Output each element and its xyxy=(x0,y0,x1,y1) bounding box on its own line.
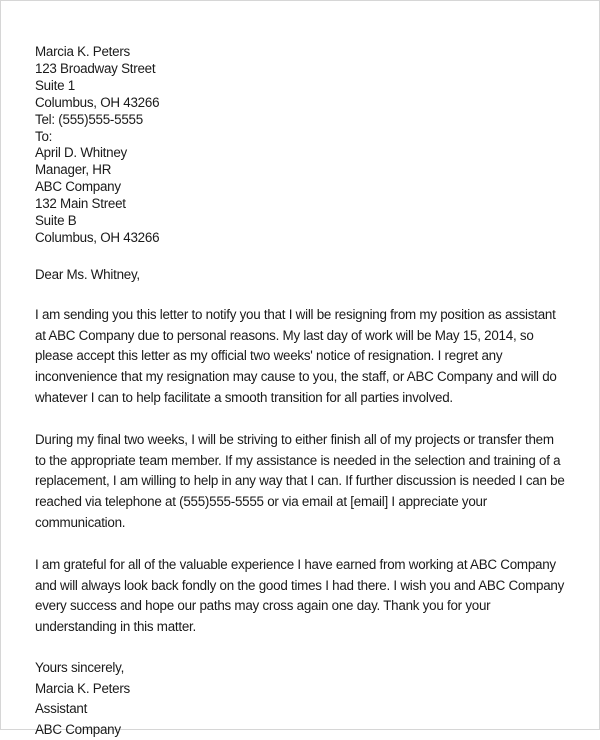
recipient-address xyxy=(35,145,565,246)
paragraph-transition: During my final two weeks, I will be striving to either finish all of my projects or transfer them to the appropriate team member. If my assistance is needed in the selection and training of a replacement, I am willing to help in any way that I can. If further discussion is needed I can be reached via telephone at (555)555-5555 or via email at [email] I appreciate your communication. xyxy=(35,431,565,531)
paragraph-gratitude: I am grateful for all of the valuable experience I have earned from working at ABC Company and will always look back fondly on the good times I had there. I wish you and ABC Company every success and hope our paths may cross again one day. Thank you for your understanding in this matter. xyxy=(35,556,565,635)
sender-suite: Suite 1 xyxy=(35,77,75,93)
closing-block xyxy=(35,658,565,740)
recipient-suite: Suite B xyxy=(35,213,77,229)
recipient-street: 132 Main Street xyxy=(35,196,126,212)
sender-city: Columbus, OH 43266 xyxy=(35,94,160,110)
valediction: Yours sincerely, xyxy=(35,660,125,676)
recipient-city: Columbus, OH 43266 xyxy=(35,229,160,245)
sender-tel: Tel: (555)555-5555 xyxy=(35,111,143,127)
signature-title: Assistant xyxy=(35,701,88,717)
greeting: Dear Ms. Whitney, xyxy=(35,266,140,282)
paragraph-notice: I am sending you this letter to notify you that I will be resigning from my position as assistant at ABC Company due to personal reasons. My last day of work will be May 15, 2014, so please accept this letter as my official two weeks' notice of resignation. I regret any inconvenience that my resignation may cause to you, the staff, or ABC Company and will do whatever I can to help facilitate a smooth transition for all parties involved. xyxy=(35,306,557,406)
sender-street: 123 Broadway Street xyxy=(35,60,156,76)
recipient-title: Manager, HR xyxy=(35,162,112,178)
recipient-name: April D. Whitney xyxy=(35,145,127,161)
signature-company: ABC Company xyxy=(35,721,121,737)
sender-address xyxy=(35,44,565,129)
recipient-company: ABC Company xyxy=(35,179,121,195)
letter-body xyxy=(35,44,565,740)
sender-name: Marcia K. Peters xyxy=(35,44,130,59)
to-label: To: xyxy=(35,128,53,144)
signature-name: Marcia K. Peters xyxy=(35,680,130,696)
